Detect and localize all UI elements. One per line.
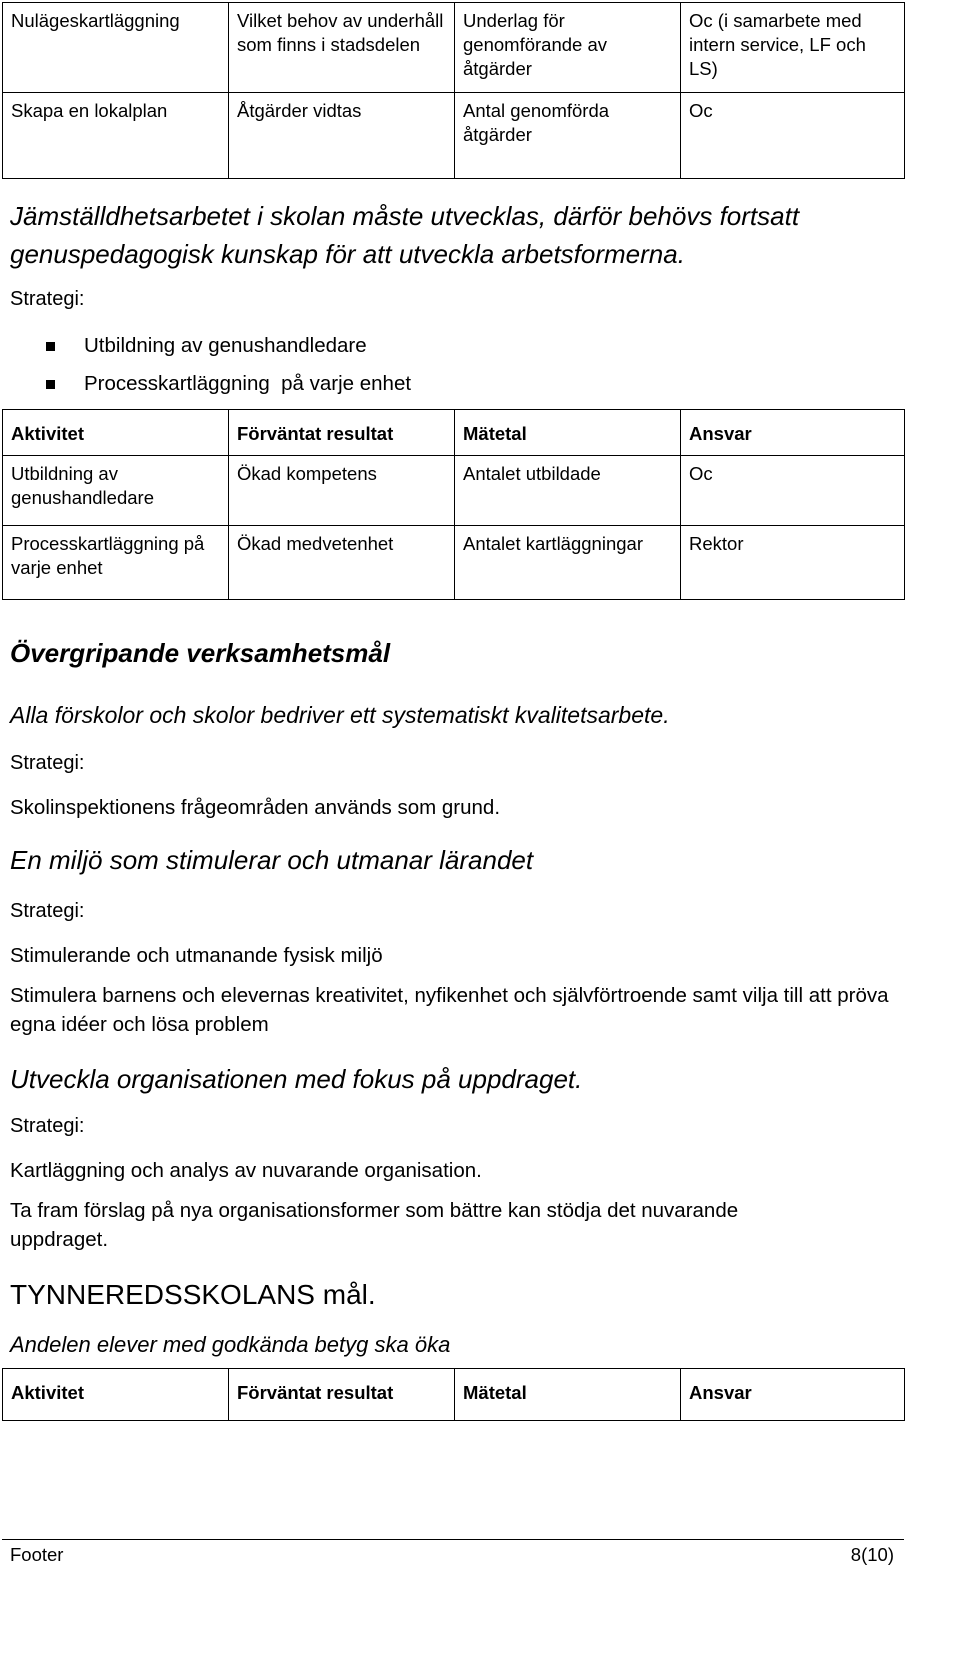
strategy-label: Strategi: xyxy=(10,752,85,774)
table-cell: Ökad kompetens xyxy=(229,456,455,526)
table-cell: Underlag för genomförande av åtgärder xyxy=(455,3,681,93)
strategy-bullet-item: Utbildning av genushandledare xyxy=(84,334,367,357)
column-header: Aktivitet xyxy=(3,1369,229,1421)
column-header: Aktivitet xyxy=(3,410,229,456)
strategy-text: Kartläggning och analys av nuvarande organisation. xyxy=(10,1159,482,1182)
column-header: Förväntat resultat xyxy=(229,1369,455,1421)
table-cell: Åtgärder vidtas xyxy=(229,93,455,179)
footer-divider xyxy=(2,1539,904,1540)
table-cell: Skapa en lokalplan xyxy=(3,93,229,179)
table-cell: Rektor xyxy=(681,526,905,600)
strategy-text: Stimulera barnens och elevernas kreativitet, nyfikenhet och självförtroende samt vilja till att pröva egna idéer och lösa problem xyxy=(10,984,889,1036)
table-cell: Antalet kartläggningar xyxy=(455,526,681,600)
table-header-row xyxy=(3,1369,905,1421)
strategy-bullet-item: Processkartläggning på varje enhet xyxy=(84,372,412,395)
goal-heading: Utveckla organisationen med fokus på uppdraget. xyxy=(10,1064,583,1094)
goal-heading-gender-equality: Jämställdhetsarbetet i skolan måste utvecklas, därför behövs fortsatt genuspedagogisk kunskap för att utveckla arbetsformerna. xyxy=(10,201,800,269)
footer-label: Footer xyxy=(10,1544,64,1565)
strategy-text: Stimulerande och utmanande fysisk miljö xyxy=(10,944,383,967)
page-number: 8(10) xyxy=(850,1544,894,1565)
strategy-label: Strategi: xyxy=(10,900,85,922)
strategy-label: Strategi: xyxy=(10,1115,85,1137)
goal-heading: Andelen elever med godkända betyg ska öka xyxy=(10,1332,451,1357)
column-header: Ansvar xyxy=(681,410,905,456)
goal-heading: En miljö som stimulerar och utmanar lärandet xyxy=(10,845,534,875)
table-cell: Nulägeskartläggning xyxy=(3,3,229,93)
column-header: Mätetal xyxy=(455,1369,681,1421)
column-header: Förväntat resultat xyxy=(229,410,455,456)
bullet-icon xyxy=(46,380,55,389)
table-cell: Processkartläggning på varje enhet xyxy=(3,526,229,600)
table-header-row xyxy=(3,410,905,456)
activity-table-grades xyxy=(2,1368,905,1421)
table-cell: Antalet utbildade xyxy=(455,456,681,526)
table-cell: Oc xyxy=(681,456,905,526)
table-row xyxy=(3,93,905,179)
table-row xyxy=(3,526,905,600)
maintenance-table xyxy=(2,2,905,179)
table-row xyxy=(3,456,905,526)
section-title: TYNNEREDSSKOLANS mål. xyxy=(10,1279,376,1310)
column-header: Mätetal xyxy=(455,410,681,456)
strategy-text: Ta fram förslag på nya organisationsformer som bättre kan stödja det nuvarande uppdraget. xyxy=(10,1199,739,1251)
table-cell: Antal genomförda åtgärder xyxy=(455,93,681,179)
column-header: Ansvar xyxy=(681,1369,905,1421)
table-cell: Oc (i samarbete med intern service, LF och LS) xyxy=(681,3,905,93)
table-cell: Oc xyxy=(681,93,905,179)
table-row xyxy=(3,3,905,93)
activity-table-gender xyxy=(2,409,905,600)
bullet-icon xyxy=(46,342,55,351)
strategy-text: Skolinspektionens frågeområden används som grund. xyxy=(10,796,501,819)
section-title: Övergripande verksamhetsmål xyxy=(10,638,391,668)
goal-heading: Alla förskolor och skolor bedriver ett systematiskt kvalitetsarbete. xyxy=(10,702,670,728)
table-cell: Utbildning av genushandledare xyxy=(3,456,229,526)
strategy-label: Strategi: xyxy=(10,288,85,310)
table-cell: Ökad medvetenhet xyxy=(229,526,455,600)
table-cell: Vilket behov av underhåll som finns i stadsdelen xyxy=(229,3,455,93)
